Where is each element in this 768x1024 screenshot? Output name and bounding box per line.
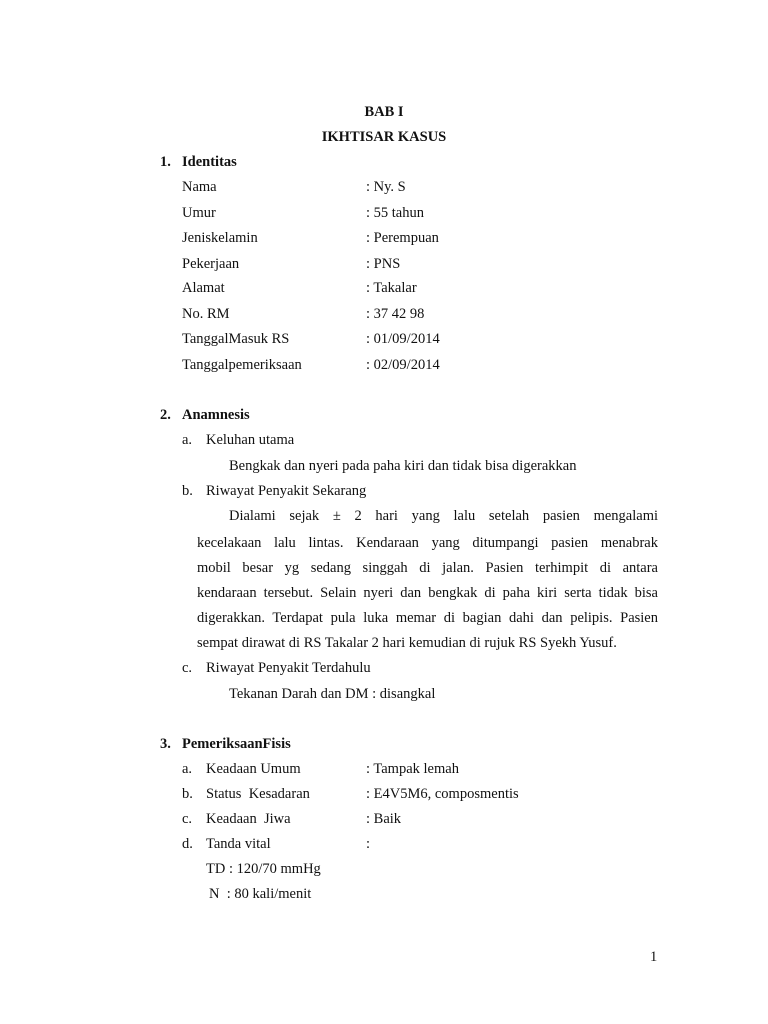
field-value-jeniskelamin: : Perempuan (366, 230, 439, 246)
field-label-umur: Umur (182, 205, 216, 221)
paragraph-line: digerakkan. Terdapat pula luka memar di bagian dahi dan pelipis. Pasien (197, 610, 658, 626)
subheading-riwayat-terdahulu: Riwayat Penyakit Terdahulu (206, 660, 371, 676)
paragraph-line: Dialami sejak ± 2 hari yang lalu setelah pasien mengalami (229, 508, 658, 524)
field-value-tanggal-pemeriksaan: : 02/09/2014 (366, 357, 440, 373)
subheading-keluhan-utama: Keluhan utama (206, 432, 295, 448)
document-title: IKHTISAR KASUS (321, 129, 447, 145)
paragraph-line: mobil besar yg sedang singgah di jalan. Pasien terhimpit di antara (197, 560, 658, 576)
section-heading: PemeriksaanFisis (182, 736, 291, 752)
subheading-riwayat-sekarang: Riwayat Penyakit Sekarang (206, 483, 367, 499)
field-label-keadaan-umum: Keadaan Umum (206, 761, 301, 777)
vital-td: TD : 120/70 mmHg (206, 861, 321, 877)
field-value-no-rm: : 37 42 98 (366, 306, 425, 322)
section-heading: Anamnesis (182, 407, 250, 423)
field-value-keadaan-umum: : Tampak lemah (366, 761, 459, 777)
riwayat-terdahulu-text: Tekanan Darah dan DM : disangkal (229, 686, 436, 702)
paragraph-line: sempat dirawat di RS Takalar 2 hari kemudian di rujuk RS Syekh Yusuf. (197, 635, 617, 651)
field-label-tanggal-masuk: TanggalMasuk RS (182, 331, 290, 347)
section-number: 3. (160, 736, 171, 752)
list-marker: c. (182, 811, 193, 827)
field-value-alamat: : Takalar (366, 280, 417, 296)
field-value-umur: : 55 tahun (366, 205, 424, 221)
paragraph-line: kendaraan tersebut. Selain nyeri dan bengkak di paha kiri serta tidak bisa (197, 585, 658, 601)
field-label-tanda-vital: Tanda vital (206, 836, 271, 852)
list-marker: b. (182, 786, 193, 802)
list-marker: a. (182, 761, 193, 777)
list-marker: b. (182, 483, 193, 499)
field-label-jeniskelamin: Jeniskelamin (182, 230, 258, 246)
field-label-alamat: Alamat (182, 280, 225, 296)
field-value-nama: : Ny. S (366, 179, 406, 195)
field-value-pekerjaan: : PNS (366, 256, 401, 272)
field-value-keadaan-jiwa: : Baik (366, 811, 402, 827)
keluhan-text: Bengkak dan nyeri pada paha kiri dan tidak bisa digerakkan (229, 458, 577, 474)
paragraph-line: kecelakaan lalu lintas. Kendaraan yang ditumpangi pasien menabrak (197, 535, 658, 551)
field-value-tanggal-masuk: : 01/09/2014 (366, 331, 440, 347)
page-number: 1 (650, 949, 658, 965)
field-value-status-kesadaran: : E4V5M6, composmentis (366, 786, 519, 802)
list-marker: a. (182, 432, 193, 448)
vital-nadi: N : 80 kali/menit (209, 886, 312, 902)
field-label-status-kesadaran: Status Kesadaran (206, 786, 310, 802)
section-number: 1. (160, 154, 171, 170)
section-heading: Identitas (182, 154, 237, 170)
field-label-pekerjaan: Pekerjaan (182, 256, 240, 272)
field-label-keadaan-jiwa: Keadaan Jiwa (206, 811, 291, 827)
section-number: 2. (160, 407, 171, 423)
field-label-tanggal-pemeriksaan: Tanggalpemeriksaan (182, 357, 302, 373)
field-label-no-rm: No. RM (182, 306, 230, 322)
list-marker: c. (182, 660, 193, 676)
field-value-tanda-vital: : (366, 836, 371, 852)
field-label-nama: Nama (182, 179, 217, 195)
chapter-title: BAB I (364, 104, 404, 120)
list-marker: d. (182, 836, 193, 852)
